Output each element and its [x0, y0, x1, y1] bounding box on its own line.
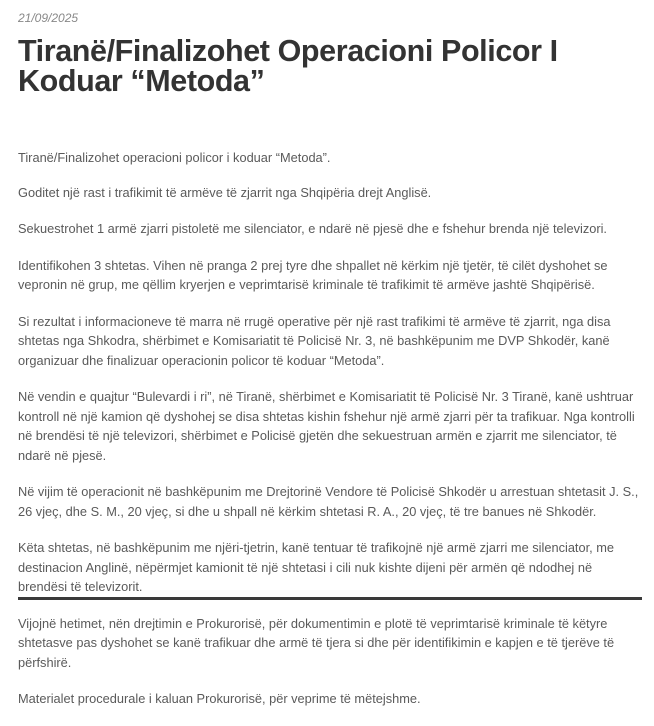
article-title-line-1: Tiranë/Finalizohet Operacioni Policor I [18, 34, 558, 68]
paragraph-8: Këta shtetas, në bashkëpunim me njëri-tjetrin, kanë tentuar të trafikojnë një armë zjarri me silenciator, me destinacion Anglinë, nëpërmjet kamionit të një shtetasi i cili nuk kishte dijeni për armën që ndodhej në brendësi të televizorit. [18, 540, 615, 594]
publish-date: 21/09/2025 [18, 11, 79, 25]
paragraph-3: Sekuestrohet 1 armë zjarri pistoletë me silenciator, e ndarë në pjesë dhe e fshehur brenda një televizori. [18, 221, 607, 236]
paragraph-10: Materialet procedurale i kaluan Prokurorisë, për veprime të mëtejshme. [18, 691, 421, 706]
news-article [18, 0, 644, 726]
article-body [18, 148, 644, 709]
paragraph-9: Vijojnë hetimet, nën drejtimin e Prokurorisë, për dokumentimin e plotë të veprimtarisë kriminale të këtyre shtetasve pas dyshohet se kanë trafikuar dhe armë të tjera si dhe për identifikimin e kapjen e të tjerëve të përfshirë. [18, 615, 615, 670]
paragraph-5: Si rezultat i informacioneve të marra në rrugë operative për një rast trafikimi të armëve të zjarrit, nga disa shtetas nga Shkodra, shërbimet e Komisariatit të Policisë Nr. 3, në bashkëpunim me DVP Shkodër, kanë organizuar dhe finalizuar operacionin policor të koduar “Metoda”. [18, 313, 611, 368]
paragraph-1: Tiranë/Finalizohet operacioni policor i koduar “Metoda”. [18, 150, 331, 165]
paragraph-4: Identifikohen 3 shtetas. Vihen në pranga 2 prej tyre dhe shpallet në kërkim një tjetër, të cilët dyshohet se vepronin në grup, me qëllim kryerjen e veprimtarisë kriminale të trafikimit të armëve jashtë Shqipërisë. [18, 257, 608, 292]
paragraph-2: Goditet një rast i trafikimit të armëve të zjarrit nga Shqipëria drejt Anglisë. [18, 184, 432, 200]
article-title-line-2: Koduar “Metoda” [18, 64, 265, 98]
article-title [18, 36, 644, 96]
paragraph-6: Në vendin e quajtur “Bulevardi i ri”, në Tiranë, shërbimet e Komisariatit të Policisë Nr. 3 Tiranë, kanë ushtruar kontroll në një kamion që dyshohej se disa shtetas kishin fshehur një armë zjarri për ta trafikuar. Nga kontrolli në brendësi të një televizori, shërbimet e Policisë gjetën dhe sekuestruan armën e zjarrit me silenciator, të ndarë në pjesë. [18, 389, 635, 463]
paragraph-7: Në vijim të operacionit në bashkëpunim me Drejtorinë Vendore të Policisë Shkodër u arrestuan shtetasit J. S., 26 vjeç, dhe S. M., 20 vjeç, si dhe u shpall në kërkim shtetasi R. A., 20 vjeç, të tre banues në Shkodër. [18, 484, 639, 519]
